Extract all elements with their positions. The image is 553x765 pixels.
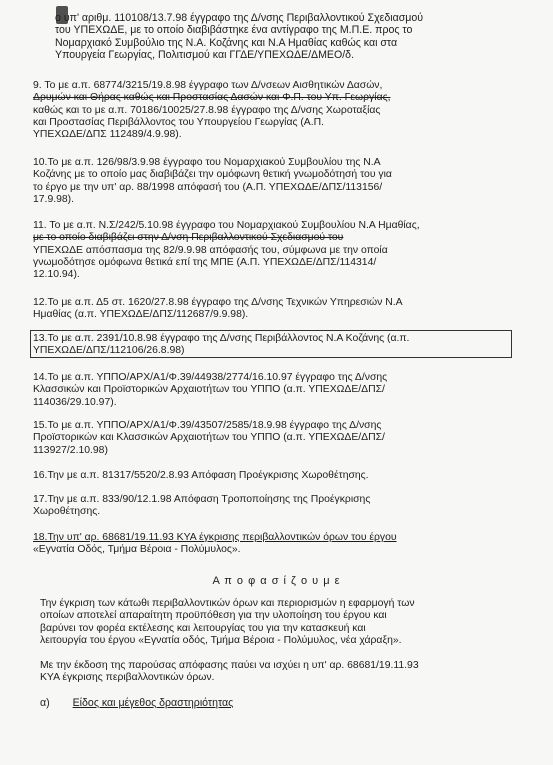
item-18	[33, 532, 511, 557]
item-11-line-4: γνωμοδότησε ομόφωνα θετικά επί της ΜΠΕ (Α.Π. ΥΠΕΧΩΔΕ/ΔΠΣ/114314/	[33, 256, 377, 268]
item-11	[33, 220, 511, 281]
para-1-line-3: βαρύνει τον φορέα εκτέλεσης και λειτουργίας του για την κατασκευή και	[40, 622, 366, 634]
item-13	[33, 333, 511, 358]
item-12-line-2: Ημαθίας (α.π. ΥΠΕΧΩΔΕ/ΔΠΣ/112687/9.9.98).	[33, 309, 249, 321]
subsection-a	[40, 697, 233, 709]
item-16-line-1: 16.Την με α.π. 81317/5520/2.8.93 Απόφαση Προέγκρισης Χωροθέτησης.	[33, 470, 369, 481]
item-10-line-3: το έργο με την υπ' αρ. 88/1998 απόφασή του (Α.Π. ΥΠΕΧΩΔΕ/ΔΠΣ/113156/	[33, 181, 383, 193]
paragraph-approval	[40, 598, 510, 647]
item-11-line-5: 12.10.94).	[33, 269, 80, 281]
item-14-line-1: 14.Το με α.π. ΥΠΠΟ/ΑΡΧ/Α1/Φ.39/44938/2774/16.10.97 έγγραφο της Δ/νσης	[33, 372, 388, 383]
intro-continuation	[55, 12, 510, 62]
subsection-a-title: Είδος και μέγεθος δραστηριότητας	[72, 697, 234, 709]
item-18-line-2: «Εγνατία Οδός, Τμήμα Βέροια - Πολύμυλος».	[33, 544, 241, 556]
item-11-line-2: με το οποίο διαβιβάζει στην Δ/νση Περιβαλλοντικού Σχεδιασμού του	[33, 232, 344, 244]
item-18-line-1: 18.Την υπ' αρ. 68681/19.11.93 ΚΥΑ έγκρισης περιβαλλοντικών όρων του έργου	[33, 532, 397, 543]
item-14-line-2: Κλασσικών και Προϊστορικών Αρχαιοτήτων του ΥΠΠΟ (α.π. ΥΠΕΧΩΔΕ/ΔΠΣ/	[33, 384, 385, 396]
intro-line-2: του ΥΠΕΧΩΔΕ, με το οποίο διαβιβάστηκε ένα αντίγραφο της Μ.Π.Ε. προς το	[55, 24, 413, 37]
item-9-line-4: και Προστασίας Περιβάλλοντος του Υπουργείου Γεωργίας (Α.Π.	[33, 116, 325, 128]
item-10-line-2: Κοζάνης με το οποίο μας διαβιβάζει την ομόφωνη θετική γνωμοδότησή του για	[33, 169, 392, 181]
item-12-line-1: 12.Το με α.π. Δ5 στ. 1620/27.8.98 έγγραφο της Δ/νσης Τεχνικών Υπηρεσιών Ν.Α	[33, 297, 403, 308]
item-15-line-1: 15.Το με α.π. ΥΠΠΟ/ΑΡΧ/Α1/Φ.39/43507/2585/18.9.98 έγγραφο της Δ/νσης	[33, 420, 382, 431]
item-17-line-1: 17.Την με α.π. 833/90/12.1.98 Απόφαση Τροποποίησης της Προέγκρισης	[33, 494, 371, 505]
intro-line-1: ο υπ' αριθμ. 110108/13.7.98 έγγραφο της Δ/νσης Περιβαλλοντικού Σχεδιασμού	[55, 12, 424, 24]
item-17-line-2: Χωροθέτησης.	[33, 506, 101, 518]
item-11-line-3: ΥΠΕΧΩΔΕ απόσπασμα της 82/9.9.98 απόφασής του, σύμφωνα με την οποία	[33, 244, 388, 256]
item-15-line-2: Προϊστορικών και Κλασσικών Αρχαιοτήτων του ΥΠΠΟ (α.π. ΥΠΕΧΩΔΕ/ΔΠΣ/	[33, 432, 385, 444]
item-11-line-1: 11. Το με α.π. Ν.Σ/242/5.10.98 έγγραφο του Νομαρχιακού Συμβουλίου Ν.Α Ημαθίας,	[33, 220, 420, 231]
para-1-line-4: λειτουργία του έργου «Εγνατία οδός, Τμήμα Βέροια - Πολύμυλος, νέα χάραξη».	[40, 634, 402, 646]
subsection-a-marker: α)	[40, 697, 50, 709]
para-2-line-1: Με την έκδοση της παρούσας απόφασης παύει να ισχύει η υπ' αρ. 68681/19.11.93	[40, 660, 419, 671]
item-15	[33, 420, 511, 457]
item-9-line-2: Δρυμών και Θήρας καθώς και Προστασίας Δασών και Φ.Π. του Υπ. Γεωργίας,	[33, 92, 391, 104]
item-9-line-1: 9. Το με α.π. 68774/3215/19.8.98 έγγραφο των Δ/νσεων Αισθητικών Δασών,	[33, 80, 383, 91]
para-2-line-2: ΚΥΑ έγκρισης περιβαλλοντικών όρων.	[40, 672, 215, 684]
item-10-line-1: 10.Το με α.π. 126/98/3.9.98 έγγραφο του Νομαρχιακού Συμβουλίου της Ν.Α	[33, 157, 381, 168]
item-9-line-3: καθώς και το με α.π. 70186/10025/27.8.98 έγγραφο της Δ/νσης Χωροταξίας	[33, 104, 381, 116]
decision-heading: Α π ο φ α σ ί ζ ο υ μ ε	[212, 575, 341, 587]
item-9-line-5: ΥΠΕΧΩΔΕ/ΔΠΣ 112489/4.9.98).	[33, 129, 182, 141]
intro-line-3: Νομαρχιακό Συμβούλιο της Ν.Α. Κοζάνης και Ν.Α Ημαθίας καθώς και στα	[55, 36, 398, 49]
item-13-line-1: 13.Το με α.π. 2391/10.8.98 έγγραφο της Δ/νσης Περιβάλλοντος Ν.Α Κοζάνης (α.π.	[33, 333, 410, 344]
item-12	[33, 297, 511, 322]
item-15-line-3: 113927/2.10.98)	[33, 444, 108, 456]
item-17	[33, 494, 511, 519]
item-14-line-3: 114036/29.10.97).	[33, 396, 117, 408]
paragraph-supersede	[40, 660, 510, 685]
para-1-line-2: οποίων αποτελεί απαραίτητη προϋπόθεση για την υλοποίηση του έργου και	[40, 610, 387, 622]
item-10-line-4: 17.9.98).	[33, 193, 75, 205]
item-9	[33, 80, 511, 141]
intro-line-4: Υπουργεία Γεωργίας, Πολιτισμού και ΓΓΔΕ/ΥΠΕΧΩΔΕ/ΔΜΕΟ/δ.	[55, 49, 355, 62]
para-1-line-1: Την έγκριση των κάτωθι περιβαλλοντικών όρων και περιορισμών η εφαρμογή των	[40, 598, 415, 609]
item-16	[33, 470, 511, 482]
item-13-line-2: ΥΠΕΧΩΔΕ/ΔΠΣ/112106/26.8.98)	[33, 345, 185, 357]
item-10	[33, 157, 511, 206]
item-14	[33, 372, 511, 409]
